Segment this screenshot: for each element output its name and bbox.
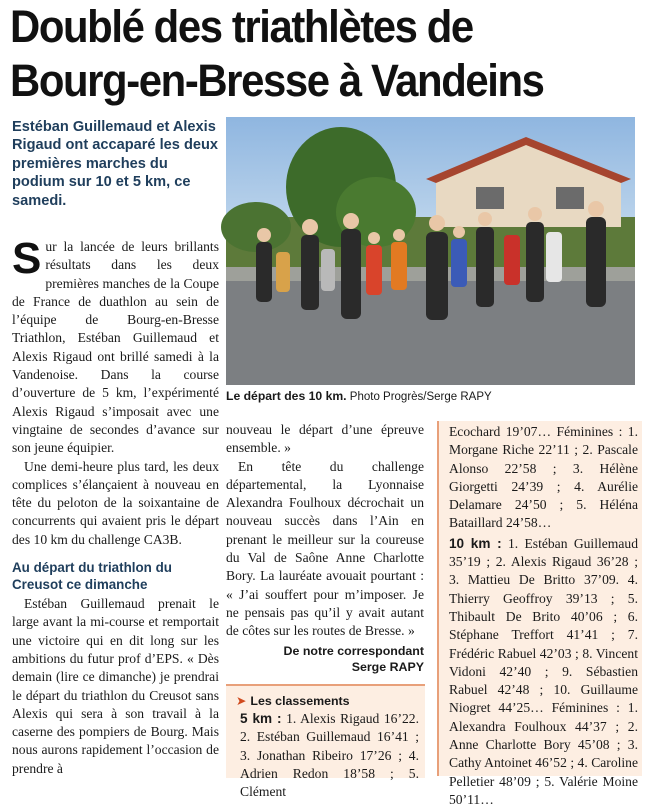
headline xyxy=(10,0,598,108)
results-column xyxy=(437,421,642,807)
results-5km-text: 1. Alexis Rigaud 16’22. 2. Estéban Guillemaud 16’41 ; 3. Jonathan Ribeiro 17’26 ; 4. Adrien Redon 18’58 ; 5. Clément xyxy=(240,711,419,800)
paragraph-2: Une demi-heure plus tard, les deux complices s’élançaient à nouveau en tête du peloton de la soixantaine de concurrents qui avaient pris le départ des 10 km du challenge CA3B. xyxy=(12,458,219,547)
byline-author: Serge RAPY xyxy=(351,659,424,674)
paragraph-3-continued: nouveau le départ d’une épreuve ensemble. » xyxy=(226,422,424,456)
article-column-2 xyxy=(226,421,424,675)
results-10km-label: 10 km : xyxy=(449,535,502,551)
paragraph-3: Estéban Guillemaud prenait le large avant la mi-course et remportait une victoire qui en dit long sur les ambitions du futur prof d’EPS. « Dès demain (lire ce dimanche) je prendrai le départ du triathlon du Creusot sans Alexis qui sera à son travail à la caserne des pompiers de Bourg. Mais nous aurons rapidement l’occasion de prendre à xyxy=(12,596,219,776)
photo-caption xyxy=(226,389,638,405)
byline-role: De notre correspondant xyxy=(283,643,424,658)
headline-line-2: Bourg-en-Bresse à Vandeins xyxy=(10,55,544,106)
results-box xyxy=(226,684,425,800)
results-5km-paragraph xyxy=(240,710,419,801)
paragraph-1-text: ur la lancée de leurs brillants résultats dans les deux premières manches de la Coupe de France de duathlon au sein de l’équipe de Bourg-en-Bresse Triathlon, Estéban Guillemaud et Alexis Rigaud ont brillé samedi à la Vandenoise. Dans la course d’ouverture de 5 km, l’expérimenté Alexis Rigaud s’imposait avec une vingtaine de secondes d’avance sur son jeune équipier. xyxy=(12,239,219,456)
results-heading-text: Les classements xyxy=(250,694,350,708)
photo-credit: Photo Progrès/Serge RAPY xyxy=(349,391,492,403)
drop-cap: S xyxy=(12,234,42,283)
results-10km-text: 1. Estéban Guillemaud 35’19 ; 2. Alexis Rigaud 36’28 ; 3. Mattieu De Britto 37’09. 4. Thierry Geoffroy 39’13 ; 5. Thibault De Brito 40’06 ; 6. Stéphane Treffort 41’41 ; 7. Frédéric Rabuel 42’03 ; 8. Vincent Vidoni 42’40 ; 9. Sébastien Rabuel 42’48 ; 10. Guillaume Niogret 44’25… Féminines : 1. Alexandra Foulhoux 44’37 ; 2. Anne Charlotte Bory 45’08 ; 3. Cathy Antoinet 46’52 ; 4. Caroline Pelletier 48’09 ; 5. Valérie Moine 50’11… xyxy=(449,535,638,807)
article-column-1 xyxy=(12,234,219,778)
results-heading xyxy=(226,686,425,710)
results-5km xyxy=(226,710,425,801)
runners-illustration xyxy=(226,117,635,385)
paragraph-1 xyxy=(12,234,219,458)
paragraph-4: En tête du challenge départemental, la Lyonnaise Alexandra Foulhoux décrochait un nouveau succès dans l’Ain en prenant le meilleur sur la coureuse du Val de Saône Anne Charlotte Bory. La lauréate avouait pourtant : « J’ai souffert pour m’imposer. Je ne pensais pas qu’il y avait autant de côtes sur les routes de Bresse. » xyxy=(226,458,424,639)
results-5km-continued: Ecochard 19’07… Féminines : 1. Morgane Riche 22’11 ; 2. Pascale Alonso 22’58 ; 3. Hélène Giorgetti 24’39 ; 4. Aurélie Delamare 24’50 ; 5. Héléna Bataillard 24’58… xyxy=(449,424,638,531)
byline xyxy=(226,643,424,675)
intertitle: Au départ du triathlon du Creusot ce dimanche xyxy=(12,560,172,593)
headline-line-1: Doublé des triathlètes de xyxy=(10,1,473,52)
race-start-photo xyxy=(226,117,635,385)
results-5km-label: 5 km : xyxy=(240,711,282,726)
lead-paragraph: Estéban Guillemaud et Alexis Rigaud ont accaparé les deux premières marches du podium sur 10 et 5 km, ce samedi. xyxy=(12,119,219,209)
results-10km-paragraph xyxy=(449,535,638,809)
arrow-right-icon: ➤ xyxy=(236,694,247,708)
caption-title: Le départ des 10 km. xyxy=(226,389,347,403)
